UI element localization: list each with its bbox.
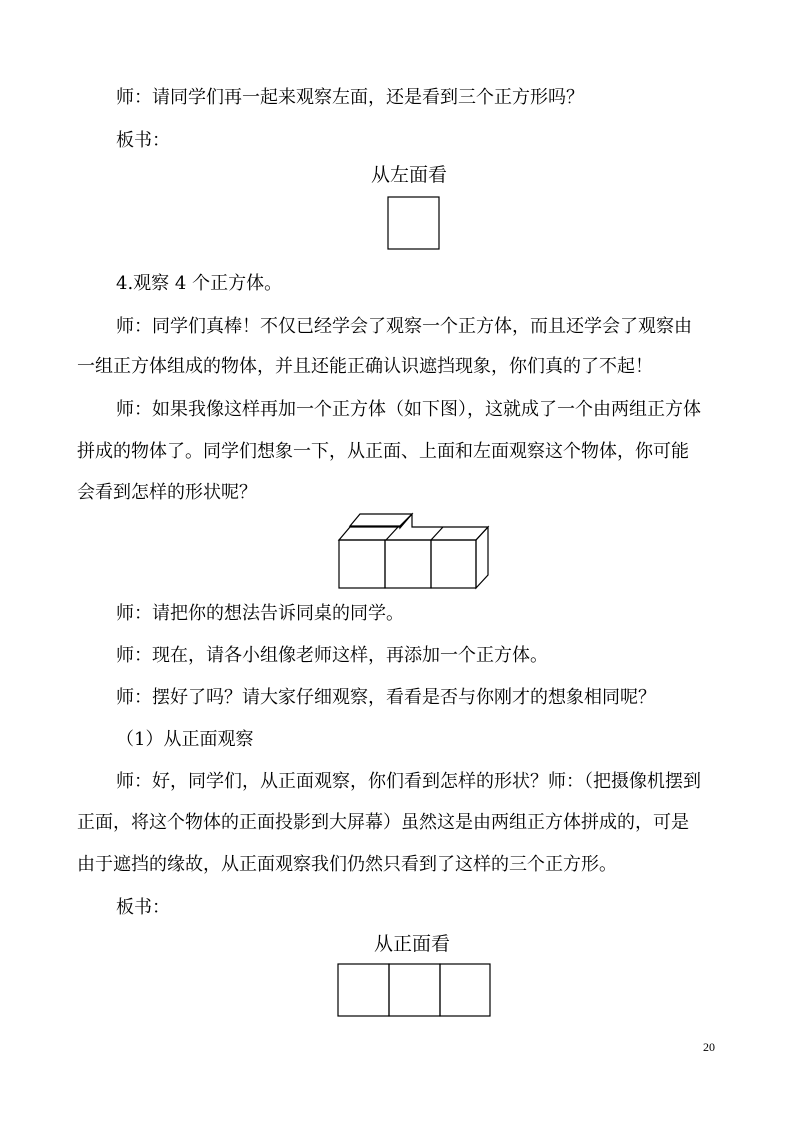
section-heading-4: 4.观察 4 个正方体。 (116, 273, 283, 294)
right-side-face (476, 527, 488, 588)
dialogue-line-3a: 师：如果我像这样再加一个正方体（如下图），这就成了一个由两组正方体 (116, 399, 701, 420)
front-cube-3 (431, 540, 476, 588)
board-label-1: 板书： (116, 130, 170, 151)
front-view-square-1 (338, 964, 389, 1016)
dialogue-line-3c: 会看到怎样的形状呢？ (77, 482, 257, 503)
dialogue-line-7c: 由于遮挡的缘故，从正面观察我们仍然只看到了这样的三个正方形。 (77, 854, 617, 875)
left-view-face (388, 197, 439, 249)
dialogue-line-5: 师：现在，请各小组像老师这样，再添加一个正方体。 (116, 645, 548, 666)
front-view-caption: 从正面看 (374, 933, 451, 955)
front-cube-2 (385, 540, 431, 588)
dialogue-line-2a: 师：同学们真棒！不仅已经学会了观察一个正方体，而且还学会了观察由 (116, 316, 692, 337)
left-view-caption: 从左面看 (371, 164, 448, 186)
back-cube-side (400, 514, 412, 528)
dialogue-line-7b: 正面，将这个物体的正面投影到大屏幕）虽然这是由两组正方体拼成的，可是 (77, 812, 689, 833)
dialogue-line-4: 师：请把你的想法告诉同桌的同学。 (116, 603, 404, 624)
dialogue-line-7a: 师：好，同学们，从正面观察，你们看到怎样的形状？师：（把摄像机摆到 (116, 771, 701, 792)
front-view-square-3 (440, 964, 490, 1016)
subsection-heading-1: （1）从正面观察 (116, 729, 254, 750)
dialogue-line-6: 师：摆好了吗？请大家仔细观察，看看是否与你刚才的想象相同呢？ (116, 687, 656, 708)
front-row-top (339, 514, 488, 540)
dialogue-line-3b: 拼成的物体了。同学们想象一下，从正面、上面和左面观察这个物体，你可能 (77, 441, 689, 462)
page-number: 20 (703, 1040, 715, 1054)
dialogue-line-2b: 一组正方体组成的物体，并且还能正确认识遮挡现象，你们真的了不起！ (77, 356, 653, 377)
front-view-square-2 (389, 964, 440, 1016)
board-label-2: 板书： (116, 897, 170, 918)
dialogue-line-1: 师：请同学们再一起来观察左面，还是看到三个正方形吗？ (116, 87, 584, 108)
back-cube-top (350, 514, 412, 526)
front-cube-1 (339, 540, 385, 588)
